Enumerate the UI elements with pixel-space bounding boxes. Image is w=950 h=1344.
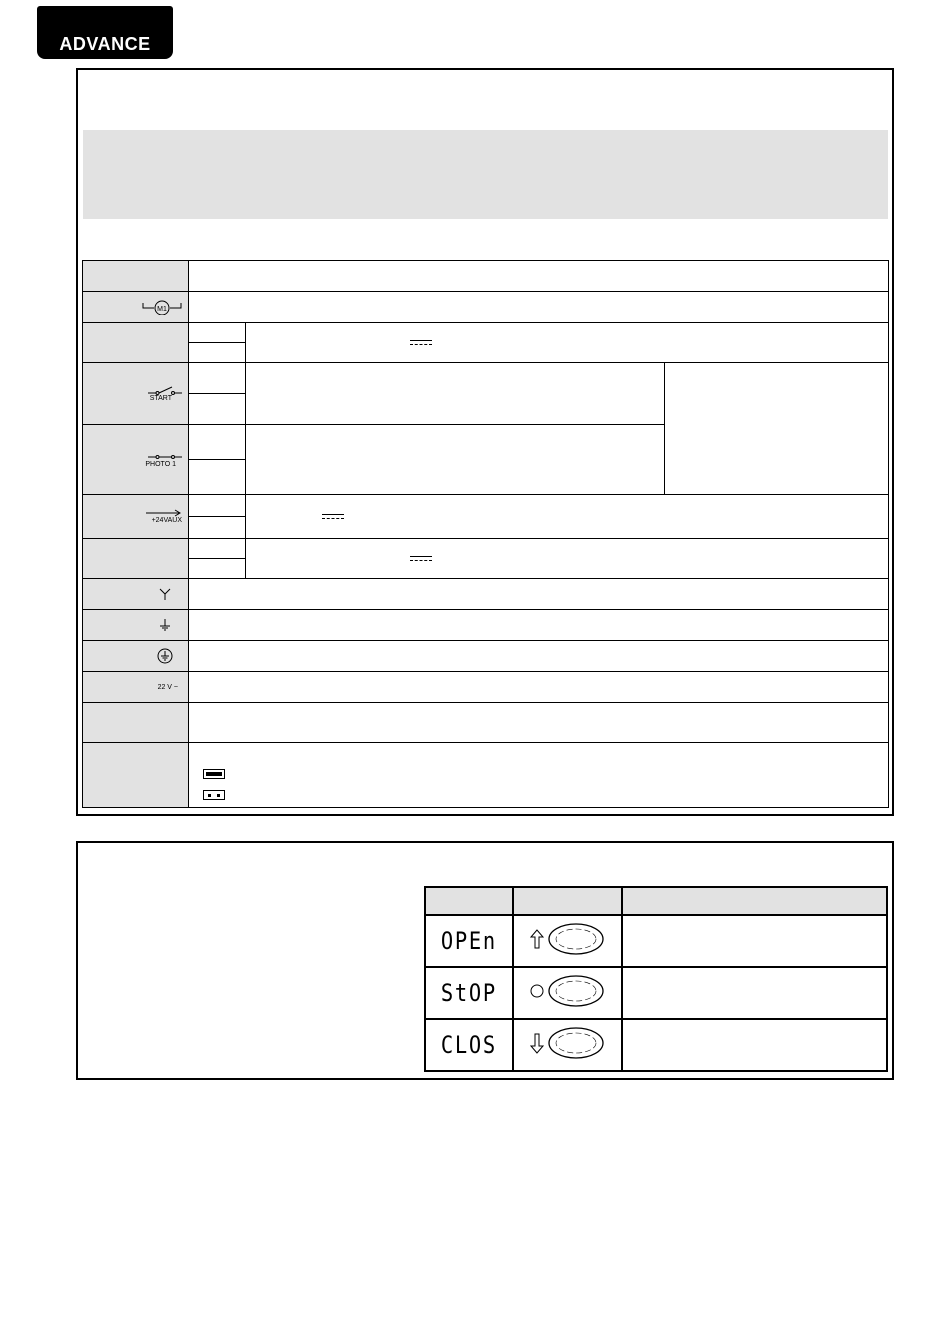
brand-logo [37, 6, 173, 59]
photo-label: PHOTO 1 [145, 461, 176, 468]
connections-table [82, 260, 889, 808]
display-open: OPEn [441, 927, 497, 955]
circle-icon [528, 974, 608, 1008]
brand-label: ADVANCE [59, 34, 151, 54]
dc-symbol-icon [410, 556, 432, 561]
earth-ground-icon [157, 648, 173, 664]
jumper-closed-icon [203, 769, 225, 779]
table-row [83, 641, 889, 672]
dc-symbol-icon [410, 340, 432, 345]
ground-icon [158, 619, 172, 631]
keys-table [424, 886, 888, 1072]
table-row [83, 743, 889, 808]
table-row [83, 610, 889, 641]
dc-symbol-icon [322, 514, 344, 519]
switch-nc-icon [148, 451, 182, 461]
table-row [83, 579, 889, 610]
aux-label: +24VAUX [151, 517, 182, 524]
antenna-icon [158, 588, 172, 600]
table-header-row [425, 887, 887, 915]
start-label: START [149, 395, 172, 402]
arrow-up-icon [528, 922, 608, 956]
table-row [83, 363, 889, 394]
display-close: CLOS [441, 1031, 497, 1059]
motor-symbol: M1 [157, 306, 167, 313]
display-stop: StOP [441, 979, 497, 1007]
arrow-down-icon [528, 1026, 608, 1060]
table-row [83, 495, 889, 517]
motor-icon [142, 299, 182, 315]
table-row [83, 672, 889, 703]
table-row [425, 915, 887, 967]
table-row [83, 292, 889, 323]
jumper-open-icon [203, 790, 225, 800]
arrow-right-icon [146, 509, 182, 517]
table-row [425, 967, 887, 1019]
switch-no-icon [148, 385, 182, 395]
power-label: 22 V ~ [157, 683, 178, 691]
header-band [83, 130, 888, 219]
table-row [83, 323, 889, 343]
table-row [83, 261, 889, 292]
table-row [425, 1019, 887, 1071]
table-row [83, 703, 889, 743]
table-row [83, 539, 889, 559]
